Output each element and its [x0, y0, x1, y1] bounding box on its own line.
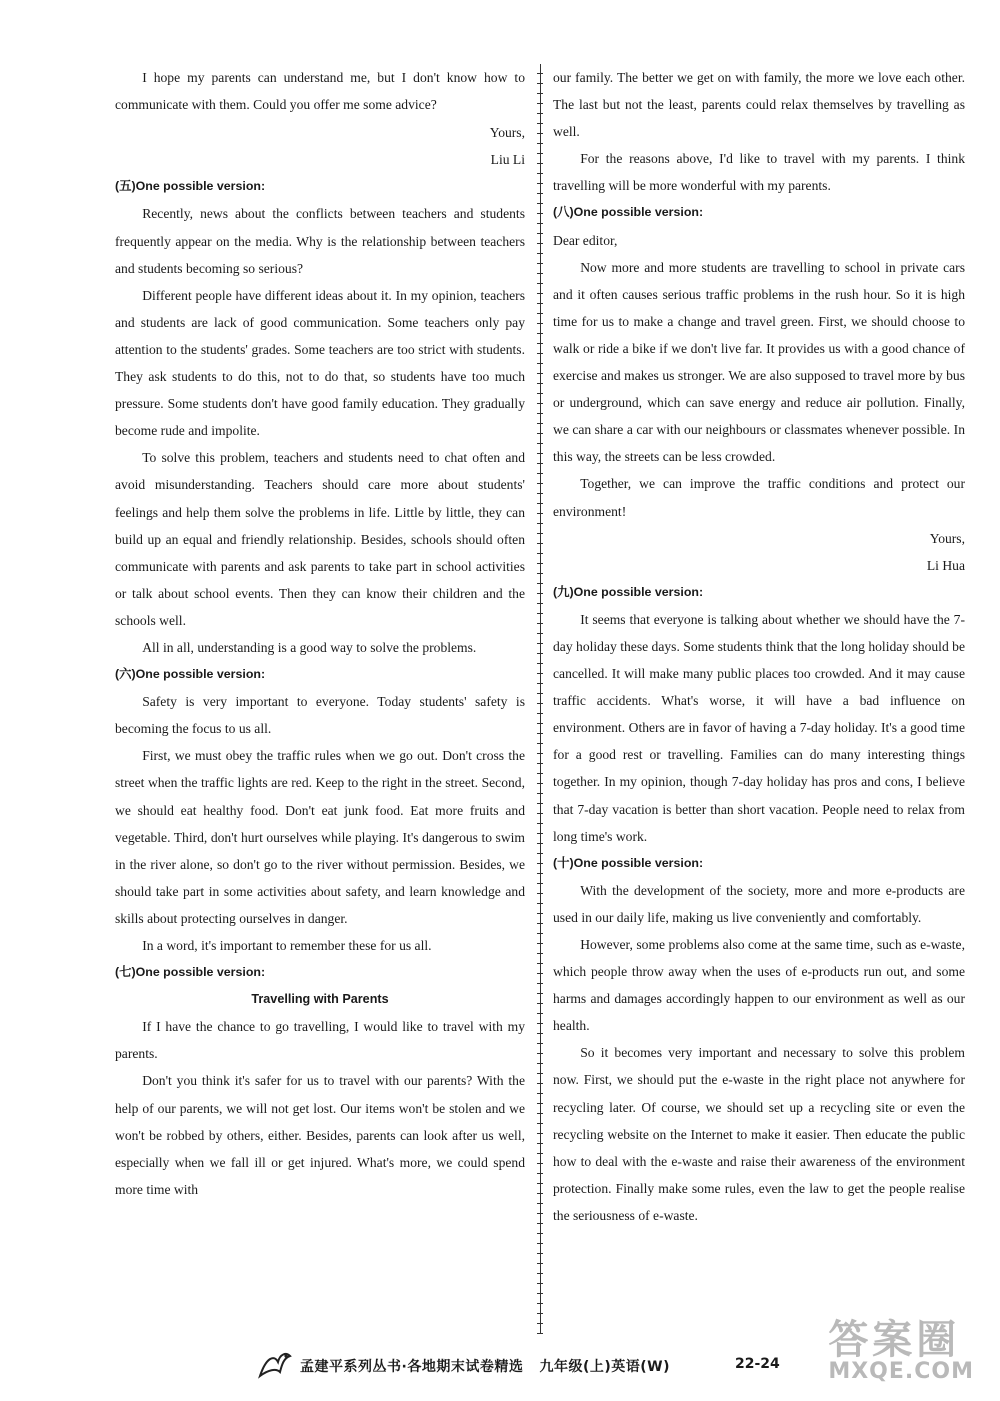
signature-name: Li Hua: [926, 557, 965, 573]
signature-closing: Yours,: [489, 125, 525, 141]
signature-closing: Yours,: [929, 530, 965, 546]
bird-logo-icon: [256, 1348, 294, 1386]
paragraph: For the reasons above, I'd like to travel with my parents. I think travelling will be more wonderful with my parents.: [553, 151, 965, 194]
paragraph: So it becomes very important and necessary to solve this problem now. First, we should put the e-waste in the right place not anywhere for recycling later. Of course, we should set up a recycling site or even the recycling website on the Internet to make it easier. Then educate the public how to deal with the e-waste and raise their awareness of the environment protection. Finally make some rules, even the law to get the people realise the seriousness of e-waste.: [553, 1045, 965, 1223]
paragraph: Different people have different ideas about it. In my opinion, teachers and students are lack of good communication. Some teachers only pay attention to the students' grades. Some teachers are too strict with students. They ask students to do this, not to do that, so students have too much pressure. Some students don't have good family education. They gradually become rude and impolite.: [115, 287, 525, 439]
letter-greeting: Dear editor,: [553, 232, 618, 248]
footer-series: 孟建平系列丛书·各地期末试卷精选: [300, 1359, 524, 1375]
section-heading-5: (五)One possible version:: [115, 179, 266, 194]
paragraph: Don't you think it's safer for us to travel with our parents? With the help of our parents, we will not get lost. Our items won't be stolen and we won't be robbed by others, either. Besides, parents can look after us well, especially when we fall ill or get injured. What's more, we could spend more time with: [115, 1073, 525, 1197]
watermark-title: 答案圈: [828, 1317, 961, 1363]
paragraph: With the development of the society, more and more e-products are used in our daily life, making us live conveniently and comfortably.: [553, 882, 965, 925]
paragraph: I hope my parents can understand me, but I don't know how to communicate with them. Could you offer me some advice?: [115, 70, 525, 113]
paragraph: Safety is very important to everyone. Today students' safety is becoming the focus to us all.: [115, 694, 525, 737]
paragraph: Recently, news about the conflicts between teachers and students frequently appear on the media. Why is the relationship between teachers and students becoming so serious?: [115, 206, 525, 276]
paragraph: Together, we can improve the traffic conditions and protect our environment!: [553, 476, 965, 519]
paragraph: If I have the chance to go travelling, I would like to travel with my parents.: [115, 1019, 525, 1062]
paragraph: In a word, it's important to remember these for us all.: [142, 938, 432, 953]
essay-title: Travelling with Parents: [251, 992, 389, 1007]
section-heading-6: (六)One possible version:: [115, 667, 266, 682]
paragraph: To solve this problem, teachers and students need to chat often and avoid misunderstanding. Teachers should care more about students' feelings and help them solve the problems in life. Little by little, they can build up an equal and friendly relationship. Besides, schools should often communicate with parents and ask parents to take part in school activities or talk about school events. Then they can know their children and the schools well.: [115, 450, 525, 628]
footer-grade: 九年级(上)英语(W): [539, 1359, 670, 1375]
section-heading-7: (七)One possible version:: [115, 965, 266, 980]
section-heading-9: (九)One possible version:: [553, 584, 704, 599]
paragraph: However, some problems also come at the same time, such as e-waste, which people throw away when the uses of e-products run out, and some harms and damages accordingly happen to our environment as well as our health.: [553, 937, 965, 1034]
signature-name: Liu Li: [490, 152, 525, 168]
paragraph: All in all, understanding is a good way to solve the problems.: [142, 639, 477, 655]
right-column: [553, 64, 965, 1229]
section-heading-10: (十)One possible version:: [553, 855, 704, 870]
left-column: [115, 64, 525, 1203]
paragraph: It seems that everyone is talking about whether we should have the 7-day holiday these days. Some students think that the long holiday should be cancelled. It will make many public places too crowded. And it may cause traffic accidents. What's worse, it will have a bad influence on environment. Others are in favor of having a 7-day holiday. It's a good time for a good rest or travelling. Families can do many interesting things together. In my opinion, though 7-day holiday has pros and cons, I believe that 7-day vacation is better than short vacation. People need to relax from long time's work.: [553, 611, 965, 844]
section-heading-8: (八)One possible version:: [553, 205, 704, 220]
paragraph: our family. The better we get on with family, the more we love each other. The last but not the least, parents could relax themselves by travelling as well.: [553, 70, 965, 140]
paragraph: First, we must obey the traffic rules when we go out. Don't cross the street when the traffic lights are red. Keep to the right in the street. Second, we should eat healthy food. Don't eat junk food. Eat more fruits and vegetable. Third, don't hurt ourselves while playing. It's dangerous to swim in the river alone, so don't go to the river without permission. Besides, we should take part in some activities about safety, and learn knowledge and skills about protecting ourselves in danger.: [115, 748, 525, 926]
watermark-logo: [828, 1308, 974, 1384]
watermark-url: MXQE.COM: [828, 1359, 974, 1384]
paragraph: Now more and more students are travelling to school in private cars and it often causes serious traffic problems in the rush hour. So it is high time for us to make a change and travel green. First, we should choose to walk or ride a bike if we don't live far. It provides us with a good chance of exercise and makes us stronger. We are also supposed to travel more by bus or underground, which can save energy and reduce air pollution. Finally, we can share a car with our neighbours or classmates whenever possible. In this way, the streets can be less crowded.: [553, 259, 965, 465]
page-footer: [0, 1317, 1000, 1398]
column-divider: [537, 64, 543, 1334]
page-number: 22-24: [735, 1356, 780, 1372]
footer-series-title: [300, 1356, 670, 1376]
